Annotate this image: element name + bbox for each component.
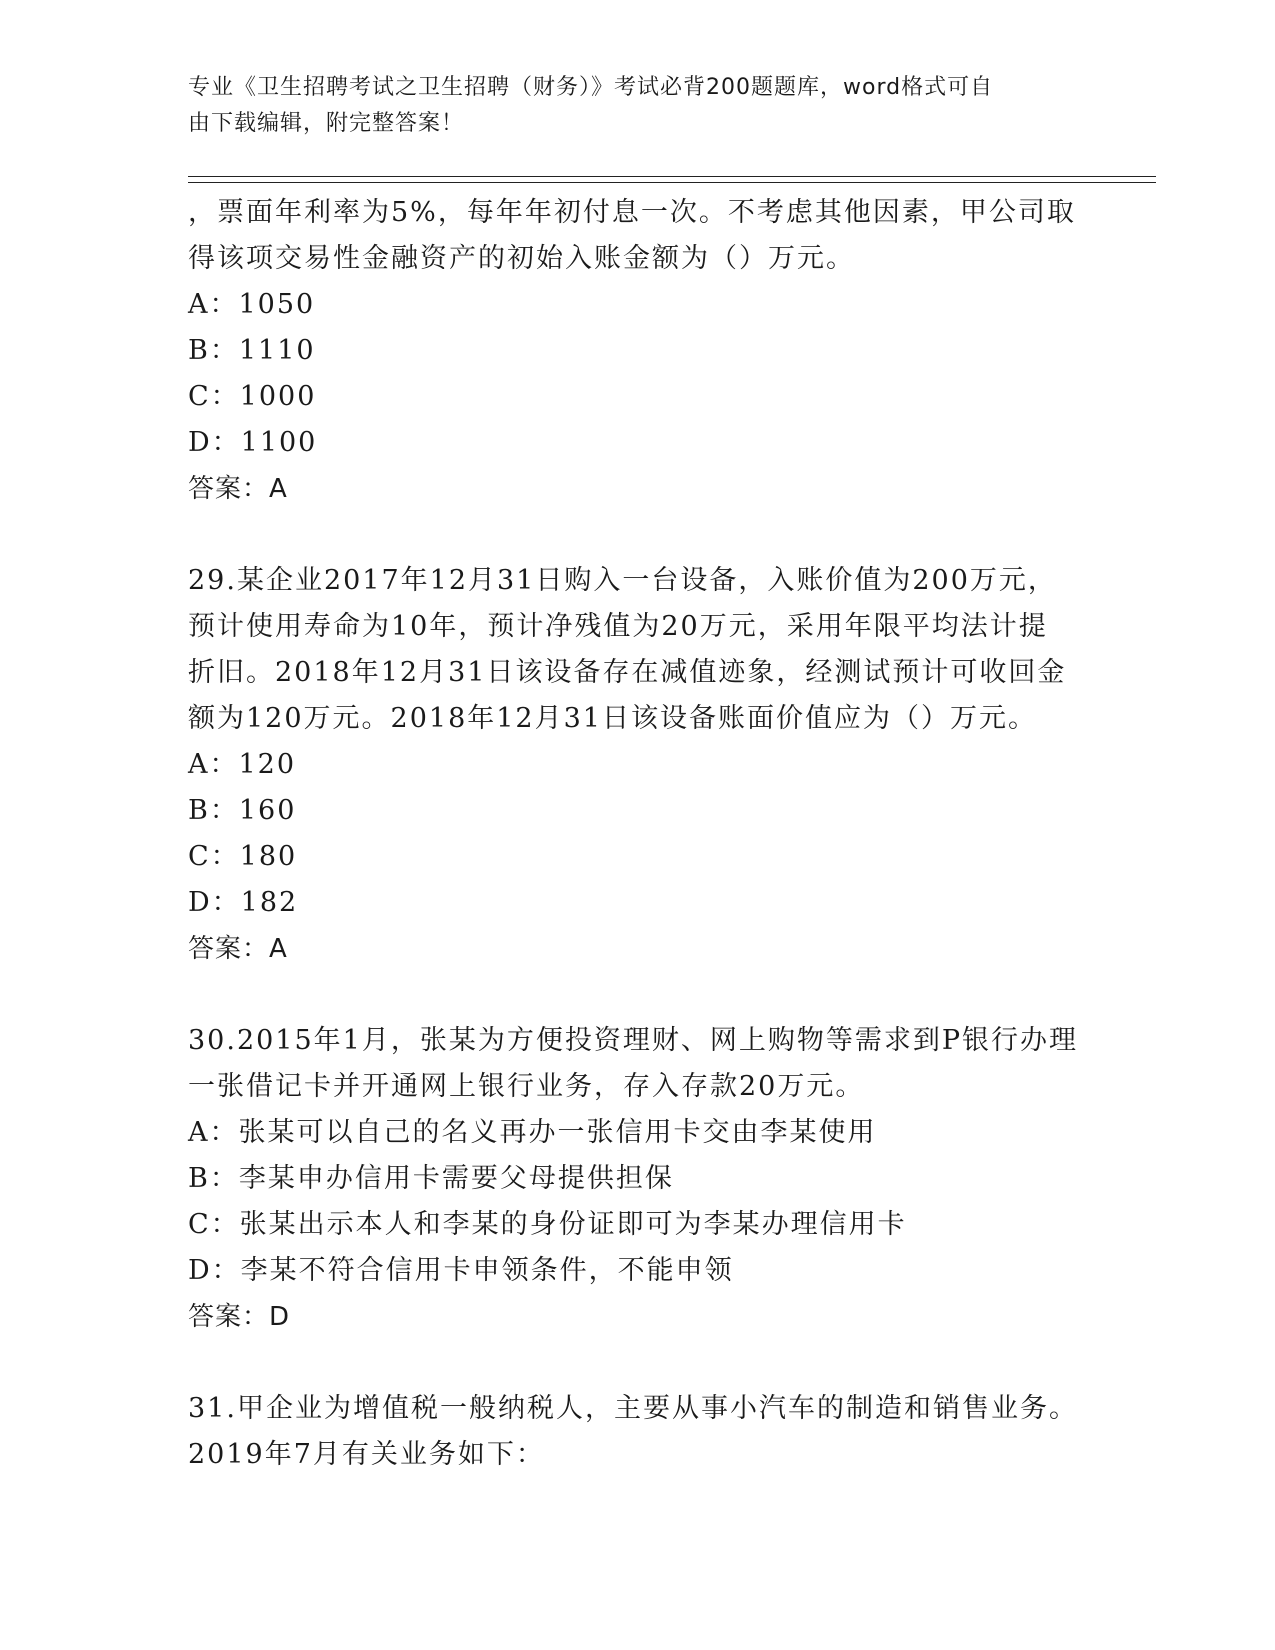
question-28 [188, 190, 1088, 512]
header-line-1: 专业《卫生招聘考试之卫生招聘（财务）》考试必背200题题库，word格式可自 [188, 75, 994, 100]
spacer [188, 512, 1088, 558]
question-text-line: 30.2015年1月，张某为方便投资理财、网上购物等需求到P银行办理 [188, 1025, 1078, 1056]
question-29 [188, 558, 1088, 972]
question-text-line: 得该项交易性金融资产的初始入账金额为（）万元。 [188, 243, 855, 274]
option-b: B：李某申办信用卡需要父母提供担保 [188, 1163, 674, 1194]
header-divider-bottom [188, 182, 1156, 183]
option-c: C：1000 [188, 381, 317, 412]
option-a: A：1050 [188, 289, 316, 320]
question-content [188, 190, 1088, 1478]
spacer [188, 1340, 1088, 1386]
question-31 [188, 1386, 1088, 1478]
option-d: D：李某不符合信用卡申领条件，不能申领 [188, 1255, 734, 1286]
option-b: B：160 [188, 795, 297, 826]
option-c: C：张某出示本人和李某的身份证即可为李某办理信用卡 [188, 1209, 907, 1240]
question-30 [188, 1018, 1088, 1340]
option-d: D：182 [188, 887, 299, 918]
option-a: A：张某可以自己的名义再办一张信用卡交由李某使用 [188, 1117, 877, 1148]
question-text-line: 预计使用寿命为10年，预计净残值为20万元，采用年限平均法计提 [188, 611, 1048, 642]
header-line-2: 由下载编辑，附完整答案！ [188, 111, 465, 136]
answer-line: 答案：D [188, 1302, 291, 1332]
question-text-line: 31.甲企业为增值税一般纳税人，主要从事小汽车的制造和销售业务。 [188, 1393, 1078, 1424]
question-text-line: 折旧。2018年12月31日该设备存在减值迹象，经测试预计可收回金 [188, 657, 1067, 688]
option-c: C：180 [188, 841, 298, 872]
question-text-line: 2019年7月有关业务如下： [188, 1439, 545, 1470]
option-b: B：1110 [188, 335, 316, 366]
question-text-line: 额为120万元。2018年12月31日该设备账面价值应为（）万元。 [188, 703, 1037, 734]
answer-line: 答案：A [188, 934, 288, 964]
option-a: A：120 [188, 749, 297, 780]
answer-line: 答案：A [188, 474, 288, 504]
question-text-line: ，票面年利率为5%，每年年初付息一次。不考虑其他因素，甲公司取 [188, 197, 1076, 228]
header-divider-top [188, 176, 1156, 177]
question-text-line: 一张借记卡并开通网上银行业务，存入存款20万元。 [188, 1071, 865, 1102]
spacer [188, 972, 1088, 1018]
option-d: D：1100 [188, 427, 318, 458]
question-text-line: 29.某企业2017年12月31日购入一台设备，入账价值为200万元， [188, 565, 1057, 596]
document-header [188, 70, 1068, 142]
